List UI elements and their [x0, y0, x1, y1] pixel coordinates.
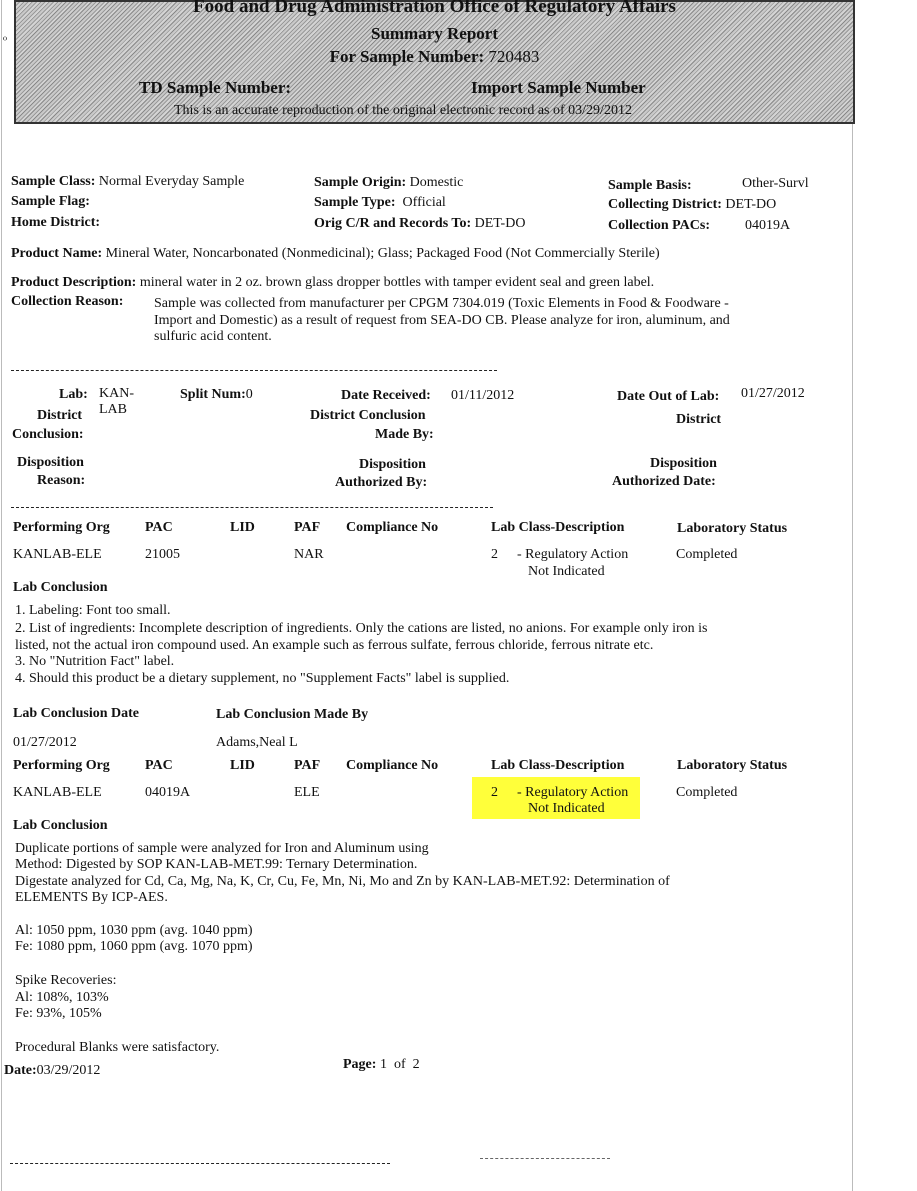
authorized-date-label: Authorized Date:	[612, 474, 716, 489]
col-lab-class: Lab Class-Description	[491, 758, 625, 773]
record2-status: Completed	[676, 785, 738, 800]
record2-conclusion-line: Fe: 93%, 105%	[15, 1006, 102, 1021]
col-lid: LID	[230, 758, 255, 773]
record2-conclusion-line: Spike Recoveries:	[15, 973, 117, 988]
reproduction-note: This is an accurate reproduction of the original electronic record as of 03/29/2012	[174, 103, 632, 118]
record1-conclusion-line: 1. Labeling: Font too small.	[15, 603, 171, 618]
lab-conclusion-date: 01/27/2012	[13, 735, 77, 750]
sample-type: Sample Type: Official	[314, 195, 446, 210]
collecting-district: Collecting District: DET-DO	[608, 197, 777, 212]
record2-conclusion-line: Al: 1050 ppm, 1030 ppm (avg. 1040 ppm)	[15, 923, 253, 938]
agency-title: Food and Drug Administration Office of Regulatory Affairs	[193, 0, 676, 17]
col-paf: PAF	[294, 758, 321, 773]
record2-conclusion-line: Method: Digested by SOP KAN-LAB-MET.99: Ternary Determination.	[15, 857, 418, 872]
date-out-label: Date Out of Lab:	[617, 389, 720, 404]
col-pac: PAC	[145, 520, 173, 535]
record2-class-desc: Not Indicated	[528, 801, 605, 816]
disposition-label: Disposition	[17, 455, 84, 470]
disposition-label-3: Disposition	[650, 456, 717, 471]
record2-conclusion-line: Duplicate portions of sample were analyzed for Iron and Aluminum using	[15, 841, 429, 856]
record2-conclusion-line: ELEMENTS By ICP-AES.	[15, 890, 168, 905]
date-received: 01/11/2012	[451, 388, 515, 403]
sample-flag-label: Sample Flag:	[11, 194, 90, 209]
col-pac: PAC	[145, 758, 173, 773]
home-district-label: Home District:	[11, 215, 101, 230]
col-compliance-no: Compliance No	[346, 758, 439, 773]
orig-cr-records: Orig C/R and Records To: DET-DO	[314, 216, 526, 231]
divider	[11, 507, 493, 508]
record2-class-desc: - Regulatory Action	[517, 785, 629, 800]
district-conclusion-label: District Conclusion	[310, 408, 426, 423]
collection-pacs-label: Collection PACs:	[608, 218, 710, 233]
reproduction-date: 03/29/2012	[568, 103, 632, 118]
district-right-label: District	[676, 412, 722, 427]
date-received-label: Date Received:	[341, 388, 431, 403]
collection-reason-line: Import and Domestic) as a result of request from SEA-DO CB. Please analyze for iron, aluminum, and	[154, 313, 730, 328]
record1-paf: NAR	[294, 547, 324, 562]
col-lab-class: Lab Class-Description	[491, 520, 625, 535]
page-number: Page: 1 of 2	[343, 1057, 420, 1072]
footer-date: Date:03/29/2012	[4, 1063, 101, 1078]
product-description: Product Description: mineral water in 2 oz. brown glass dropper bottles with tamper evident seal and green label.	[11, 275, 655, 290]
footer-line	[480, 1158, 610, 1159]
page-left-edge	[1, 0, 2, 1191]
divider	[11, 370, 497, 371]
col-lab-status: Laboratory Status	[677, 521, 788, 536]
made-by-label: Made By:	[375, 427, 434, 442]
authorized-by-label: Authorized By:	[335, 475, 428, 490]
col-paf: PAF	[294, 520, 321, 535]
sample-number: 720483	[488, 47, 540, 66]
page-right-edge	[852, 0, 853, 1191]
record1-conclusion-line: listed, not the actual iron compound used. An example such as ferrous sulfate, ferrous chloride, ferrous nitrate etc.	[15, 638, 654, 653]
collection-reason-label: Collection Reason:	[11, 294, 124, 309]
district-label: District	[37, 408, 83, 423]
import-sample-label: Import Sample Number	[471, 78, 646, 97]
product-name: Product Name: Mineral Water, Noncarbonated (Nonmedicinal); Glass; Packaged Food (Not Commercially Sterile)	[11, 246, 660, 261]
lab-conclusion-date-label: Lab Conclusion Date	[13, 706, 140, 721]
record1-conclusion-line: 3. No "Nutrition Fact" label.	[15, 654, 175, 669]
record2-paf: ELE	[294, 785, 320, 800]
conclusion-label: Conclusion:	[12, 427, 84, 442]
disposition-label-2: Disposition	[359, 457, 426, 472]
collection-reason-line: sulfuric acid content.	[154, 329, 272, 344]
lab-value-1: KAN-	[99, 386, 134, 401]
record2-class-num: 2	[491, 785, 498, 800]
record1-class-desc: Not Indicated	[528, 564, 605, 579]
sample-basis-label: Sample Basis:	[608, 178, 692, 193]
sample-class: Sample Class: Normal Everyday Sample	[11, 174, 245, 189]
date-out: 01/27/2012	[741, 386, 805, 401]
sample-number-line: For Sample Number: 720483	[329, 47, 540, 66]
record2-conclusion-label: Lab Conclusion	[13, 818, 108, 833]
split-num: Split Num:0	[180, 387, 253, 402]
record1-conclusion-line: 2. List of ingredients: Incomplete description of ingredients. Only the cations are listed, no anions. For example only iron is	[15, 621, 708, 636]
col-performing-org: Performing Org	[13, 520, 110, 535]
record2-pac: 04019A	[145, 785, 191, 800]
record2-conclusion-line: Fe: 1080 ppm, 1060 ppm (avg. 1070 ppm)	[15, 939, 253, 954]
collection-pacs: 04019A	[745, 218, 791, 233]
col-lab-status: Laboratory Status	[677, 758, 788, 773]
disposition-reason-label: Reason:	[37, 473, 86, 488]
lab-conclusion-made-by: Adams,Neal L	[216, 735, 298, 750]
record1-status: Completed	[676, 547, 738, 562]
record1-pac: 21005	[145, 547, 180, 562]
col-performing-org: Performing Org	[13, 758, 110, 773]
sample-origin: Sample Origin: Domestic	[314, 175, 464, 190]
record1-conclusion-line: 4. Should this product be a dietary supplement, no "Supplement Facts" label is supplied.	[15, 671, 510, 686]
record1-org: KANLAB-ELE	[13, 547, 102, 562]
record2-org: KANLAB-ELE	[13, 785, 102, 800]
record1-class-desc: - Regulatory Action	[517, 547, 629, 562]
record2-conclusion-line: Procedural Blanks were satisfactory.	[15, 1040, 220, 1055]
record1-conclusion-label: Lab Conclusion	[13, 580, 108, 595]
record1-class-num: 2	[491, 547, 498, 562]
report-title: Summary Report	[370, 24, 498, 43]
lab-label: Lab:	[59, 387, 88, 402]
lab-value-2: LAB	[99, 402, 127, 417]
footer-line	[10, 1163, 390, 1164]
col-lid: LID	[230, 520, 255, 535]
sample-basis: Other-Survl	[742, 176, 809, 191]
td-sample-label: TD Sample Number:	[139, 78, 292, 97]
lab-conclusion-made-by-label: Lab Conclusion Made By	[216, 707, 369, 722]
record2-conclusion-line: Digestate analyzed for Cd, Ca, Mg, Na, K, Cr, Cu, Fe, Mn, Ni, Mo and Zn by KAN-LAB-MET.92: Determination of	[15, 874, 670, 889]
col-compliance-no: Compliance No	[346, 520, 439, 535]
header-banner	[14, 0, 855, 124]
collection-reason-line: Sample was collected from manufacturer per CPGM 7304.019 (Toxic Elements in Food & Foodware -	[154, 296, 729, 311]
record2-conclusion-line: Al: 108%, 103%	[15, 990, 109, 1005]
